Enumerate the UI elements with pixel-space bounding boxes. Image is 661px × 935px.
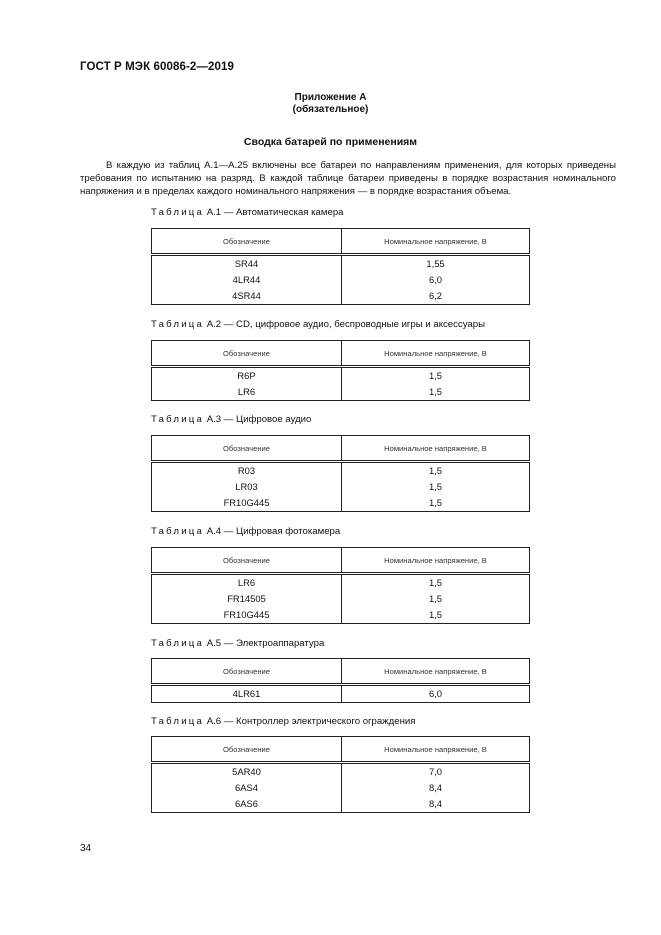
table-caption [151, 716, 415, 727]
appendix-title: Приложение А [294, 92, 367, 103]
table-number: А.2 [206, 319, 222, 330]
cell-voltage: 1,5 [342, 495, 530, 512]
appendix-status: (обязательное) [292, 104, 369, 115]
section-title: Сводка батарей по применениям [243, 136, 418, 148]
cell-designation: FR10G445 [152, 607, 342, 624]
table-title: — Автоматическая камера [223, 207, 344, 218]
table-caption [151, 414, 311, 425]
cell-voltage: 1,5 [342, 367, 530, 385]
table-word: Таблица [151, 207, 205, 218]
col-header-voltage: Номинальное напряжение, В [342, 229, 530, 255]
cell-voltage: 1,5 [342, 479, 530, 495]
table-number: А.3 [206, 414, 222, 425]
cell-voltage: 8,4 [342, 780, 530, 796]
col-header-designation: Обозначение [152, 229, 342, 255]
cell-voltage: 1,5 [342, 384, 530, 401]
table-number: А.4 [206, 526, 222, 537]
cell-voltage: 7,0 [342, 763, 530, 781]
table-title: — Цифровое аудио [223, 414, 312, 425]
table-a4 [151, 547, 530, 624]
table-row [152, 288, 530, 305]
table-word: Таблица [151, 716, 205, 727]
cell-voltage: 1,5 [342, 462, 530, 480]
col-header-designation: Обозначение [152, 737, 342, 763]
table-a5 [151, 658, 530, 703]
intro-paragraph [80, 159, 616, 198]
col-header-designation: Обозначение [152, 659, 342, 685]
cell-voltage: 6,2 [342, 288, 530, 305]
table-word: Таблица [151, 319, 205, 330]
table-row [152, 479, 530, 495]
table-caption [151, 319, 485, 330]
table-row [152, 384, 530, 401]
table-a1 [151, 228, 530, 305]
table-number: А.6 [206, 716, 222, 727]
cell-voltage: 6,0 [342, 272, 530, 288]
table-title: — Цифровая фотокамера [223, 526, 341, 537]
table-number: А.1 [206, 207, 222, 218]
table-row [152, 272, 530, 288]
table-title: — Электроаппаратура [223, 638, 325, 649]
table-word: Таблица [151, 414, 205, 425]
cell-designation: 6AS6 [152, 796, 342, 813]
col-header-voltage: Номинальное напряжение, В [342, 548, 530, 574]
cell-designation: FR10G445 [152, 495, 342, 512]
cell-designation: 5AR40 [152, 763, 342, 781]
cell-designation: R03 [152, 462, 342, 480]
table-row [152, 796, 530, 813]
col-header-voltage: Номинальное напряжение, В [342, 737, 530, 763]
table-number: А.5 [206, 638, 222, 649]
col-header-designation: Обозначение [152, 548, 342, 574]
cell-designation: 4SR44 [152, 288, 342, 305]
table-caption [151, 638, 324, 649]
table-a2 [151, 340, 530, 401]
cell-designation: 4LR61 [152, 685, 342, 703]
cell-designation: LR6 [152, 384, 342, 401]
cell-voltage: 1,55 [342, 255, 530, 273]
table-row [152, 462, 530, 480]
cell-designation: FR14505 [152, 591, 342, 607]
cell-voltage: 1,5 [342, 607, 530, 624]
table-a6 [151, 736, 530, 813]
table-row [152, 591, 530, 607]
col-header-designation: Обозначение [152, 436, 342, 462]
col-header-designation: Обозначение [152, 341, 342, 367]
cell-voltage: 8,4 [342, 796, 530, 813]
cell-designation: SR44 [152, 255, 342, 273]
table-title: — Контроллер электрического ограждения [223, 716, 416, 727]
cell-designation: R6P [152, 367, 342, 385]
table-caption [151, 526, 340, 537]
cell-designation: 4LR44 [152, 272, 342, 288]
table-row [152, 607, 530, 624]
page-number: 34 [80, 843, 92, 854]
table-word: Таблица [151, 638, 205, 649]
table-title: — CD, цифровое аудио, беспроводные игры и аксессуары [223, 319, 485, 330]
table-caption [151, 207, 344, 218]
cell-designation: LR6 [152, 574, 342, 592]
table-row [152, 685, 530, 703]
cell-voltage: 1,5 [342, 591, 530, 607]
intro-text: В каждую из таблиц А.1—А.25 включены все батареи по направлениям применения, для которых приведены требования по испытанию на разряд. В каждой таблице батареи приведены в порядке возрастания номинального напряжения и в пределах каждого номинального напряжения — в порядке возрастания объема. [80, 160, 616, 197]
col-header-voltage: Номинальное напряжение, В [342, 659, 530, 685]
table-row [152, 780, 530, 796]
table-a3 [151, 435, 530, 512]
cell-voltage: 1,5 [342, 574, 530, 592]
table-word: Таблица [151, 526, 205, 537]
document-header: ГОСТ Р МЭК 60086-2—2019 [80, 61, 234, 73]
table-row [152, 255, 530, 273]
cell-designation: LR03 [152, 479, 342, 495]
cell-designation: 6AS4 [152, 780, 342, 796]
col-header-voltage: Номинальное напряжение, В [342, 341, 530, 367]
table-row [152, 495, 530, 512]
table-row [152, 367, 530, 385]
col-header-voltage: Номинальное напряжение, В [342, 436, 530, 462]
table-row [152, 574, 530, 592]
table-row [152, 763, 530, 781]
cell-voltage: 6,0 [342, 685, 530, 703]
